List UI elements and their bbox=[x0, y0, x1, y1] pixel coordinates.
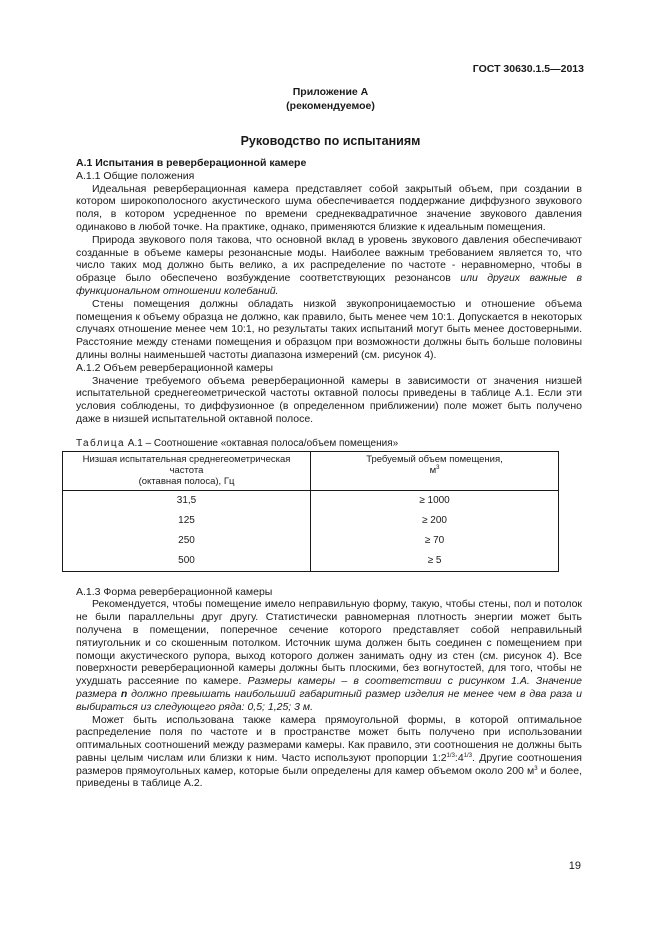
annex-status: (рекомендуемое) bbox=[286, 100, 375, 112]
superscript: 3 bbox=[534, 765, 538, 772]
table-row bbox=[63, 490, 559, 511]
table-caption-text: А.1 – Соотношение «октавная полоса/объем помещения» bbox=[125, 437, 399, 449]
standard-number: ГОСТ 30630.1.5—2013 bbox=[472, 63, 584, 75]
paragraph-italic-text: должно превышать наибольший габаритный размер изделия не менее чем в два раза и выбираться из следующего ряда: 0,5; 1,25; 3 м. bbox=[76, 687, 582, 713]
table-caption-word: Таблица bbox=[76, 437, 126, 449]
annex-heading bbox=[0, 85, 661, 113]
section-heading-a11: А.1.1 Общие положения bbox=[76, 169, 195, 182]
frequency-cell: 500 bbox=[63, 551, 311, 572]
frequency-cell: 125 bbox=[63, 511, 311, 531]
volume-cell: ≥ 200 bbox=[311, 511, 559, 531]
unit-text: м bbox=[429, 464, 437, 476]
octave-volume-table bbox=[62, 451, 559, 572]
column-header-volume bbox=[311, 451, 559, 490]
paragraph-text: и более, приведены в таблице А.2. bbox=[76, 764, 583, 790]
superscript: 1/3 bbox=[446, 752, 455, 759]
paragraph: Идеальная реверберационная камера представляет собой закрытый объем, при создании в котором широкополосного акустического шума обеспечивается поддержание диффузного звукового поля, в котором усредненное по времени среднеквадратичное значение звукового давления одинаково в любой точке. На практике, однако, применяются близкие к идеальным помещения. bbox=[76, 182, 582, 233]
table-row bbox=[63, 531, 559, 551]
column-header-unit bbox=[311, 465, 558, 476]
paragraph-italic-text: Размеры камеры – в соответствии с рисунком 1.А. Значение размера bbox=[76, 675, 583, 700]
paragraph-text: Может быть использована также камера прямоугольной формы, в которой оптимальное распределение поля по частоте и в пространстве может быть получено при использовании оптимальных соотношений между размерами камеры. Как правило, эти соотношения не должны быть равны целым числам или близки к ним. Часто используют пропорции 1:2 bbox=[76, 713, 582, 764]
column-header-line: частота bbox=[169, 464, 204, 476]
paragraph-text: Рекомендуется, чтобы помещение имело неправильную форму, такую, чтобы стены, пол и потолок не были параллельны друг другу. Статистически равномерная плотность энергии может быть получена в помещении, поперечное сечение которого представляет собой неправильный пятиугольник и со скошенным потолком. Источник шума должен быть соединен с помещением при помощи акустического рупора, выход которого должен занимать одну из стен (см. рисунок 4). Все поверхности реверберационной камеры должны быть плоскими, без вогнутостей, для того, чтобы не ухудшать рассеяние по камере. bbox=[76, 598, 582, 688]
table-row bbox=[63, 511, 559, 531]
volume-cell: ≥ 70 bbox=[311, 531, 559, 551]
frequency-cell: 250 bbox=[63, 531, 311, 551]
section-heading-a12: А.1.2 Объем реверберационной камеры bbox=[76, 361, 274, 374]
document-body bbox=[76, 157, 582, 790]
paragraph-text: :4 bbox=[454, 751, 464, 764]
table-caption bbox=[76, 438, 582, 451]
column-header-line: Низшая испытательная среднегеометрическая bbox=[82, 453, 291, 465]
paragraph bbox=[76, 714, 582, 791]
paragraph: Значение требуемого объема реверберационной камеры в зависимости от значения низшей испытательной среднегеометрической частоты октавной полосы приведены в таблице А.1. Если эти условия соблюдены, то диффузионное (в определенном приближении) поле может быть получено даже в низшей испытательной октавной полосе. bbox=[76, 374, 582, 425]
table-row bbox=[63, 551, 559, 572]
section-heading-a13: А.1.3 Форма реверберационной камеры bbox=[76, 585, 273, 598]
paragraph-text: Природа звукового поля такова, что основной вклад в уровень звукового давления обеспечивают созданные в объеме камеры резонансные моды. Наиболее важным требованием является то, что число таких мод должно быть велико, а их распределение по частоте - неравномерно, чтобы в образце было обеспечено возбуждение соответствующих резонансов bbox=[76, 233, 582, 285]
paragraph-text: . Другие соотношения размеров прямоугольных камер, которые были определены для камер объемом около 200 м bbox=[76, 751, 582, 777]
column-header-line: (октавная полоса), Гц bbox=[138, 475, 235, 487]
volume-cell: ≥ 5 bbox=[311, 551, 559, 572]
unit-superscript: 3 bbox=[436, 464, 440, 471]
table-header-row bbox=[63, 451, 559, 490]
paragraph bbox=[76, 234, 582, 298]
page-title: Руководство по испытаниям bbox=[240, 134, 421, 148]
frequency-cell: 31,5 bbox=[63, 490, 311, 511]
volume-cell: ≥ 1000 bbox=[311, 490, 559, 511]
paragraph: Стены помещения должны обладать низкой звукопроницаемостью и отношение объема помещения к объему образца не должно, как правило, быть менее чем 10:1. Допускается в некоторых случаях отношение менее чем 10:1, но результаты таких испытаний могут быть менее достоверными. Расстояние между стенами помещения и образцом при возможности должны быть больше половины длины волны наименьшей частоты диапазона измерений (см. рисунок 4). bbox=[76, 297, 582, 361]
superscript: 1/3 bbox=[463, 752, 473, 759]
page-number: 19 bbox=[568, 860, 581, 872]
paragraph-italic-text: или других важные в функциональном отношении колебаний. bbox=[76, 272, 582, 297]
column-header-line: Требуемый объем помещения, bbox=[366, 453, 503, 465]
paragraph bbox=[76, 598, 582, 713]
paragraph-bold-italic-text: n bbox=[120, 687, 128, 700]
section-heading-a1: А.1 Испытания в реверберационной камере bbox=[76, 157, 307, 169]
annex-label: Приложение А bbox=[292, 86, 369, 98]
column-header-frequency bbox=[63, 451, 311, 490]
